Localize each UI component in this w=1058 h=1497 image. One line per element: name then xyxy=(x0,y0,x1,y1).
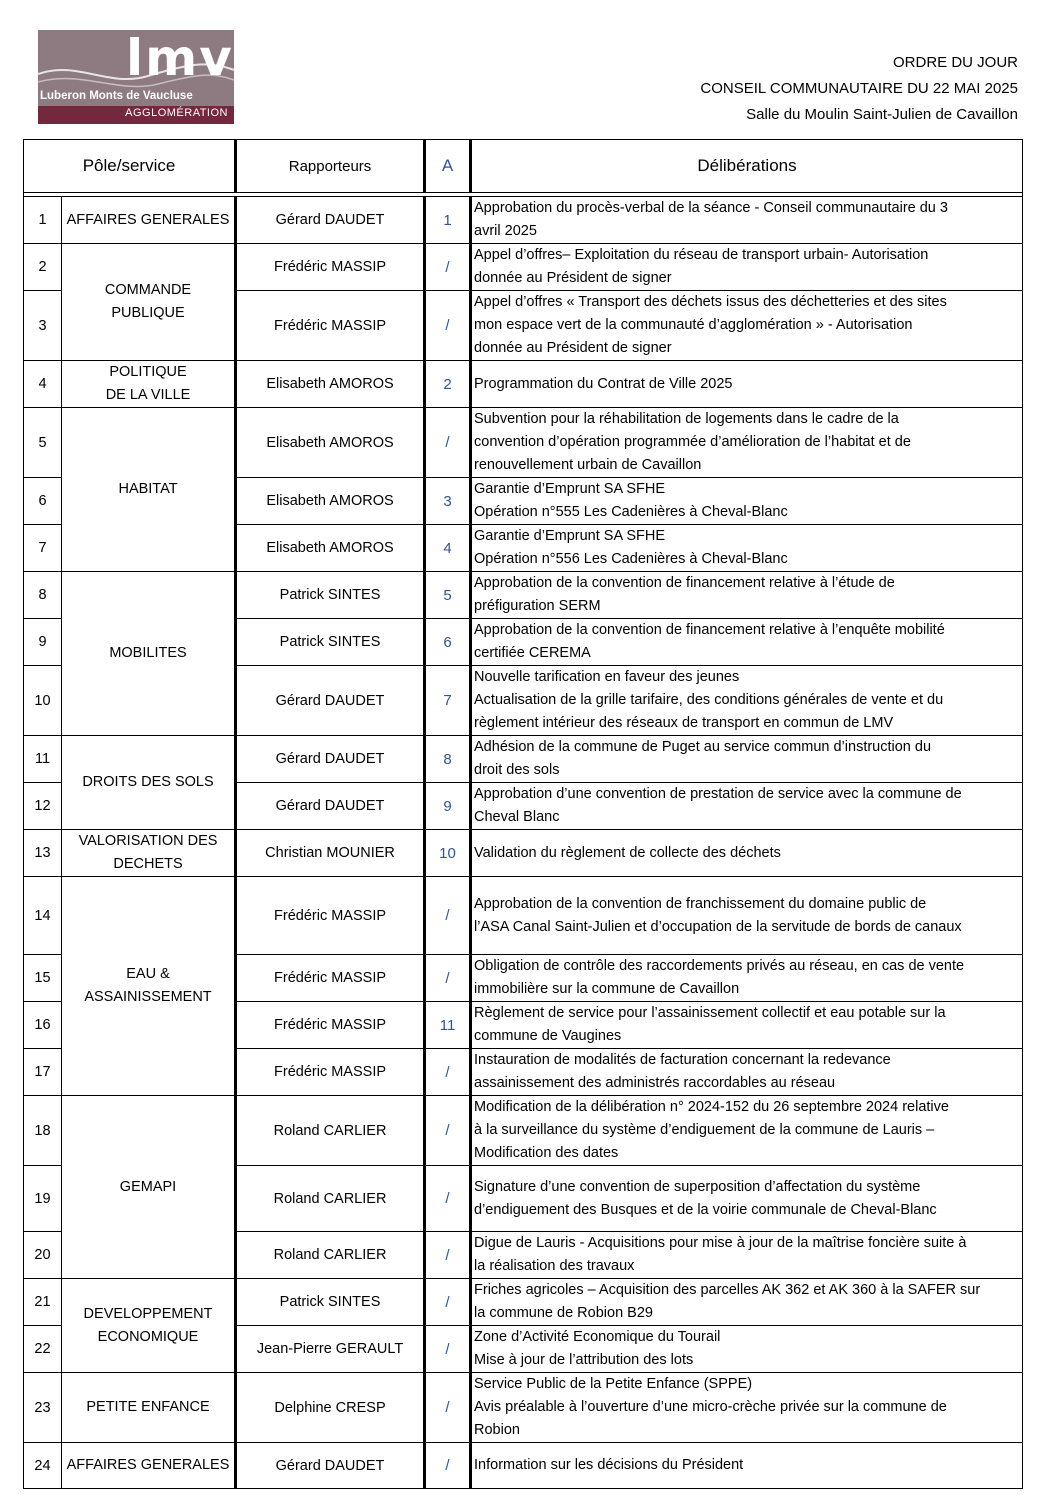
table-row xyxy=(24,736,1023,783)
deliberation-text xyxy=(471,1443,1023,1489)
table-row xyxy=(24,244,1023,291)
deliberation-text xyxy=(471,877,1023,955)
deliberation-text xyxy=(471,525,1023,572)
pole-service-cell xyxy=(62,830,236,877)
item-number: 7 xyxy=(24,525,62,572)
table-row xyxy=(24,408,1023,478)
annex-number: 10 xyxy=(425,830,471,877)
deliberation-line: Robion xyxy=(474,1422,520,1438)
deliberation-line: l’ASA Canal Saint-Julien et d’occupation de la servitude de bords de canaux xyxy=(474,918,962,935)
item-number: 18 xyxy=(24,1096,62,1166)
annex-number: / xyxy=(425,955,471,1002)
rapporteur-name: Roland CARLIER xyxy=(236,1166,425,1232)
item-number: 20 xyxy=(24,1232,62,1279)
deliberation-text xyxy=(471,408,1023,478)
pole-service-line: GEMAPI xyxy=(119,1178,177,1195)
rapporteur-name: Gérard DAUDET xyxy=(236,736,425,783)
deliberation-line: Opération n°556 Les Cadenières à Cheval-Blanc xyxy=(474,551,788,567)
deliberation-line: Appel d’offres « Transport des déchets issus des déchetteries et des sites xyxy=(474,294,947,310)
deliberation-text xyxy=(471,1166,1023,1232)
deliberation-line: Garantie d’Emprunt SA SFHE xyxy=(474,481,666,497)
pole-service-cell xyxy=(62,1373,236,1443)
annex-number: / xyxy=(425,1373,471,1443)
deliberation-line: droit des sols xyxy=(474,762,560,778)
pole-service-line: VALORISATION DES xyxy=(78,833,218,849)
rapporteur-name: Patrick SINTES xyxy=(236,572,425,619)
table-row xyxy=(24,361,1023,408)
deliberation-line: d’endiguement des Busques et de la voirie communale de Cheval-Blanc xyxy=(474,1201,937,1218)
pole-service-line: DEVELOPPEMENT xyxy=(83,1305,213,1322)
deliberation-line: Obligation de contrôle des raccordements privés au réseau, en cas de vente xyxy=(474,958,965,974)
pole-service-cell xyxy=(62,1279,236,1373)
deliberation-line: avril 2025 xyxy=(474,223,537,239)
deliberation-line: Zone d’Activité Economique du Tourail xyxy=(474,1329,721,1345)
pole-service-line: MOBILITES xyxy=(109,645,187,661)
deliberation-text xyxy=(471,955,1023,1002)
annex-number: 3 xyxy=(425,478,471,525)
rapporteur-name: Jean-Pierre GERAULT xyxy=(236,1326,425,1373)
deliberation-line: Opération n°555 Les Cadenières à Cheval-Blanc xyxy=(474,504,788,520)
deliberation-line: Approbation de la convention de financement relative à l’enquête mobilité xyxy=(474,622,945,638)
deliberation-line: Subvention pour la réhabilitation de logements dans le cadre de la xyxy=(474,411,899,427)
item-number: 17 xyxy=(24,1049,62,1096)
pole-service-cell xyxy=(62,361,236,408)
table-row xyxy=(24,1096,1023,1166)
table-row xyxy=(24,830,1023,877)
pole-service-line: HABITAT xyxy=(118,481,178,497)
rapporteur-name: Christian MOUNIER xyxy=(236,830,425,877)
annex-number: 6 xyxy=(425,619,471,666)
header-title: ORDRE DU JOUR xyxy=(892,54,1018,71)
annex-number: / xyxy=(425,1166,471,1232)
item-number: 16 xyxy=(24,1002,62,1049)
deliberation-line: renouvellement urbain de Cavaillon xyxy=(474,457,702,473)
rapporteur-name: Roland CARLIER xyxy=(236,1232,425,1279)
deliberation-text xyxy=(471,1096,1023,1166)
deliberation-text xyxy=(471,244,1023,291)
deliberation-line: donnée au Président de signer xyxy=(474,270,672,286)
rapporteur-name: Gérard DAUDET xyxy=(236,783,425,830)
annex-number: / xyxy=(425,1326,471,1373)
pole-service-line: DECHETS xyxy=(113,856,183,872)
deliberation-line: Digue de Lauris - Acquisitions pour mise à jour de la maîtrise foncière suite à xyxy=(474,1235,967,1251)
annex-number: 4 xyxy=(425,525,471,572)
deliberation-text xyxy=(471,572,1023,619)
annex-number: 7 xyxy=(425,666,471,736)
rapporteur-name: Patrick SINTES xyxy=(236,619,425,666)
item-number: 15 xyxy=(24,955,62,1002)
deliberation-text xyxy=(471,666,1023,736)
deliberation-line: à la surveillance du système d’endiguement de la commune de Lauris – xyxy=(474,1122,935,1138)
annex-number: / xyxy=(425,1096,471,1166)
header-pole-service: Pôle/service xyxy=(24,140,236,193)
pole-service-line: PETITE ENFANCE xyxy=(86,1399,210,1415)
annex-number: / xyxy=(425,1443,471,1489)
header-rapporteurs: Rapporteurs xyxy=(236,140,425,193)
annex-number: / xyxy=(425,408,471,478)
pole-service-line: EAU & xyxy=(126,966,170,982)
annex-number: 5 xyxy=(425,572,471,619)
table-row xyxy=(24,1443,1023,1489)
table-header-row xyxy=(24,140,1023,193)
table-row xyxy=(24,197,1023,244)
item-number: 4 xyxy=(24,361,62,408)
deliberation-text xyxy=(471,291,1023,361)
item-number: 10 xyxy=(24,666,62,736)
annex-number: / xyxy=(425,244,471,291)
rapporteur-name: Frédéric MASSIP xyxy=(236,244,425,291)
document-header xyxy=(700,50,1018,128)
pole-service-line: AFFAIRES GENERALES xyxy=(66,1457,230,1473)
rapporteur-name: Gérard DAUDET xyxy=(236,666,425,736)
annex-number: / xyxy=(425,1049,471,1096)
pole-service-cell xyxy=(62,572,236,736)
deliberation-line: la commune de Robion B29 xyxy=(474,1305,653,1321)
deliberation-line: assainissement des administrés raccordables au réseau xyxy=(474,1075,836,1091)
logo-subtitle: AGGLOMÉRATION xyxy=(125,107,228,119)
item-number: 6 xyxy=(24,478,62,525)
deliberation-line: mon espace vert de la communauté d’agglomération » - Autorisation xyxy=(474,317,913,333)
annex-number: / xyxy=(425,291,471,361)
pole-service-line: AFFAIRES GENERALES xyxy=(66,211,230,228)
deliberation-line: Garantie d’Emprunt SA SFHE xyxy=(474,528,666,544)
deliberation-line: Nouvelle tarification en faveur des jeunes xyxy=(474,669,740,685)
deliberation-line: Cheval Blanc xyxy=(474,809,560,825)
deliberation-text xyxy=(471,1002,1023,1049)
deliberation-text xyxy=(471,1279,1023,1326)
item-number: 12 xyxy=(24,783,62,830)
pole-service-cell xyxy=(62,877,236,1096)
item-number: 5 xyxy=(24,408,62,478)
agenda-table xyxy=(23,139,1023,1489)
deliberation-line: Modification de la délibération n° 2024-152 du 26 septembre 2024 relative xyxy=(474,1099,949,1115)
annex-number: 11 xyxy=(425,1002,471,1049)
item-number: 11 xyxy=(24,736,62,783)
item-number: 8 xyxy=(24,572,62,619)
logo-letters: lmv xyxy=(126,30,234,87)
deliberation-line: la réalisation des travaux xyxy=(474,1258,635,1274)
deliberation-line: Information sur les décisions du Président xyxy=(474,1457,744,1473)
deliberation-text xyxy=(471,736,1023,783)
table-row xyxy=(24,572,1023,619)
pole-service-line: PUBLIQUE xyxy=(111,305,185,321)
item-number: 9 xyxy=(24,619,62,666)
header-a: A xyxy=(425,140,471,193)
item-number: 22 xyxy=(24,1326,62,1373)
deliberation-text xyxy=(471,197,1023,244)
deliberation-text xyxy=(471,361,1023,408)
pole-service-cell xyxy=(62,244,236,361)
deliberation-line: Signature d’une convention de superposition d’affectation du système xyxy=(474,1178,921,1195)
rapporteur-name: Frédéric MASSIP xyxy=(236,1002,425,1049)
pole-service-cell xyxy=(62,408,236,572)
deliberation-text xyxy=(471,830,1023,877)
pole-service-line: DE LA VILLE xyxy=(105,387,191,403)
item-number: 21 xyxy=(24,1279,62,1326)
deliberation-line: certifiée CEREMA xyxy=(474,645,591,661)
annex-number: / xyxy=(425,1232,471,1279)
rapporteur-name: Elisabeth AMOROS xyxy=(236,408,425,478)
deliberation-line: Approbation de la convention de franchissement du domaine public de xyxy=(474,895,927,912)
pole-service-cell xyxy=(62,1096,236,1279)
annex-number: 1 xyxy=(425,197,471,244)
pole-service-line: COMMANDE xyxy=(104,282,192,298)
item-number: 13 xyxy=(24,830,62,877)
deliberation-line: Adhésion de la commune de Puget au service commun d’instruction du xyxy=(474,739,932,755)
rapporteur-name: Frédéric MASSIP xyxy=(236,955,425,1002)
deliberation-text xyxy=(471,478,1023,525)
lmv-logo xyxy=(38,30,234,124)
pole-service-cell xyxy=(62,197,236,244)
deliberation-line: Avis préalable à l’ouverture d’une micro-crèche privée sur la commune de xyxy=(474,1399,947,1415)
deliberation-line: Service Public de la Petite Enfance (SPPE) xyxy=(474,1376,753,1392)
deliberation-text xyxy=(471,1326,1023,1373)
rapporteur-name: Frédéric MASSIP xyxy=(236,291,425,361)
rapporteur-name: Patrick SINTES xyxy=(236,1279,425,1326)
deliberation-line: Actualisation de la grille tarifaire, des conditions générales de vente et du xyxy=(474,692,944,708)
pole-service-line: ASSAINISSEMENT xyxy=(84,989,212,1005)
rapporteur-name: Elisabeth AMOROS xyxy=(236,361,425,408)
deliberation-line: Modification des dates xyxy=(474,1145,619,1161)
item-number: 23 xyxy=(24,1373,62,1443)
annex-number: 8 xyxy=(425,736,471,783)
deliberation-text xyxy=(471,1373,1023,1443)
header-deliberations: Délibérations xyxy=(471,140,1023,193)
item-number: 24 xyxy=(24,1443,62,1489)
deliberation-line: Validation du règlement de collecte des déchets xyxy=(474,844,781,861)
rapporteur-name: Delphine CRESP xyxy=(236,1373,425,1443)
deliberation-line: convention d’opération programmée d’amélioration de l’habitat et de xyxy=(474,434,911,450)
table-row xyxy=(24,1279,1023,1326)
rapporteur-name: Gérard DAUDET xyxy=(236,1443,425,1489)
deliberation-line: Règlement de service pour l’assainissement collectif et eau potable sur la xyxy=(474,1005,946,1021)
deliberation-line: Programmation du Contrat de Ville 2025 xyxy=(474,375,733,392)
header-location: Salle du Moulin Saint-Julien de Cavaillon xyxy=(746,106,1018,123)
deliberation-text xyxy=(471,1232,1023,1279)
item-number: 2 xyxy=(24,244,62,291)
logo-banner xyxy=(38,30,234,106)
item-number: 14 xyxy=(24,877,62,955)
table-row xyxy=(24,877,1023,955)
pole-service-cell xyxy=(62,736,236,830)
item-number: 3 xyxy=(24,291,62,361)
rapporteur-name: Frédéric MASSIP xyxy=(236,1049,425,1096)
item-number: 19 xyxy=(24,1166,62,1232)
item-number: 1 xyxy=(24,197,62,244)
pole-service-line: ECONOMIQUE xyxy=(97,1328,199,1345)
deliberation-text xyxy=(471,783,1023,830)
agenda-body xyxy=(24,197,1023,1489)
deliberation-line: donnée au Président de signer xyxy=(474,340,672,356)
header-council: CONSEIL COMMUNAUTAIRE DU 22 MAI 2025 xyxy=(700,80,1018,97)
deliberation-line: Mise à jour de l’attribution des lots xyxy=(474,1352,694,1368)
logo-subtitle-bar xyxy=(38,106,234,124)
rapporteur-name: Roland CARLIER xyxy=(236,1096,425,1166)
deliberation-line: Friches agricoles – Acquisition des parcelles AK 362 et AK 360 à la SAFER sur xyxy=(474,1282,981,1298)
deliberation-text xyxy=(471,1049,1023,1096)
rapporteur-name: Elisabeth AMOROS xyxy=(236,478,425,525)
annex-number: 9 xyxy=(425,783,471,830)
pole-service-line: POLITIQUE xyxy=(109,364,187,380)
rapporteur-name: Frédéric MASSIP xyxy=(236,877,425,955)
rapporteur-name: Elisabeth AMOROS xyxy=(236,525,425,572)
annex-number: / xyxy=(425,1279,471,1326)
pole-service-cell xyxy=(62,1443,236,1489)
deliberation-line: Approbation de la convention de financement relative à l’étude de xyxy=(474,575,895,591)
deliberation-text xyxy=(471,619,1023,666)
deliberation-line: préfiguration SERM xyxy=(474,598,601,614)
annex-number: 2 xyxy=(425,361,471,408)
deliberation-line: Approbation du procès-verbal de la séance - Conseil communautaire du 3 xyxy=(474,200,948,216)
deliberation-line: commune de Vaugines xyxy=(474,1028,622,1044)
annex-number: / xyxy=(425,877,471,955)
deliberation-line: immobilière sur la commune de Cavaillon xyxy=(474,981,740,997)
table-row xyxy=(24,1373,1023,1443)
deliberation-line: Instauration de modalités de facturation concernant la redevance xyxy=(474,1052,891,1068)
deliberation-line: règlement intérieur des réseaux de transport en commun de LMV xyxy=(474,715,894,731)
deliberation-line: Approbation d’une convention de prestation de service avec la commune de xyxy=(474,786,962,802)
deliberation-line: Appel d’offres– Exploitation du réseau de transport urbain- Autorisation xyxy=(474,247,929,263)
pole-service-line: DROITS DES SOLS xyxy=(82,774,214,790)
rapporteur-name: Gérard DAUDET xyxy=(236,197,425,244)
logo-name: Luberon Monts de Vaucluse xyxy=(40,90,193,102)
